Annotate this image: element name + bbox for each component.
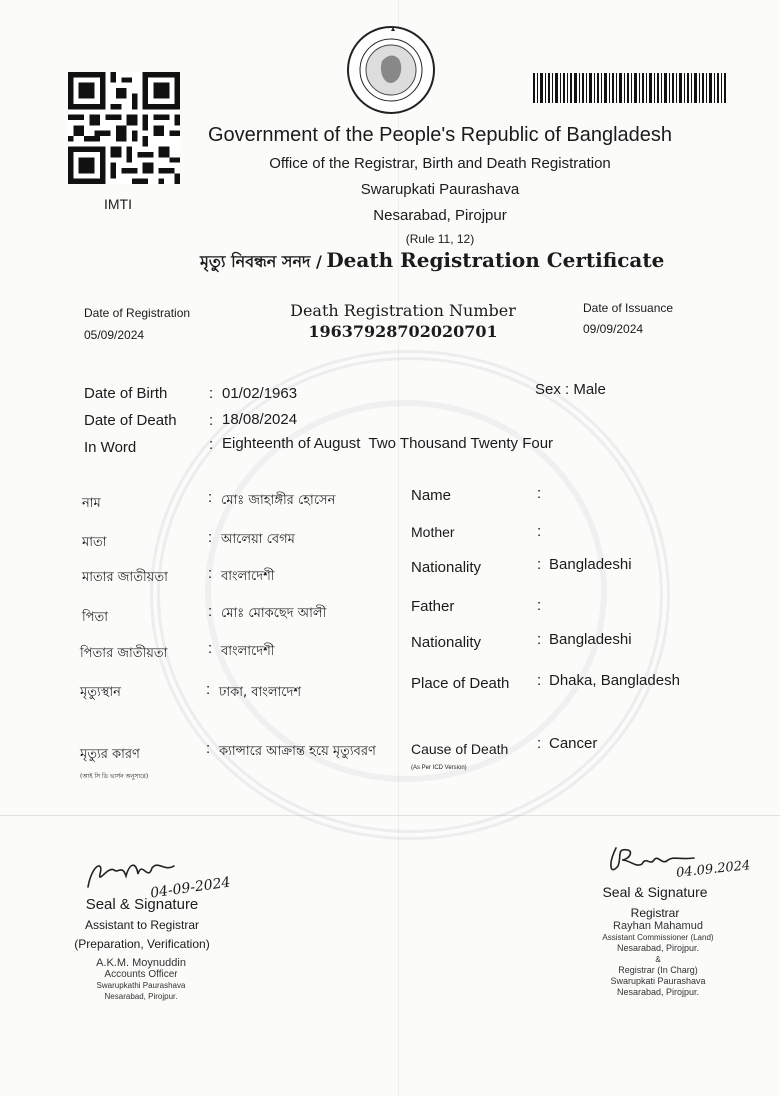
en-value-cause-of-death: Cancer [549, 735, 598, 752]
office-title: Office of the Registrar, Birth and Death Registration [269, 155, 611, 172]
right-seal-line: Rayhan Mahamud [613, 920, 703, 932]
sex-value: Sex : Male [535, 381, 606, 398]
date-of-issuance-label: Date of Issuance [583, 301, 674, 315]
date-of-issuance-value: 09/09/2024 [583, 322, 644, 336]
en-label-father: Father [411, 598, 455, 615]
en-value-father-nationality: Bangladeshi [549, 631, 632, 648]
left-seal-line: Accounts Officer [104, 969, 178, 980]
colon-separator: : [206, 740, 211, 757]
colon-separator: : [208, 489, 213, 506]
bn-label-mother-nationality: মাতার জাতীয়তা [82, 570, 168, 585]
colon-separator: : [208, 529, 213, 546]
colon-separator: : [209, 385, 214, 402]
qr-label: IMTI [104, 196, 132, 212]
right-signature-scribble [598, 838, 708, 888]
colon-separator: : [537, 631, 542, 648]
paurashava-name: Swarupkati Paurashava [360, 181, 520, 198]
certificate-title-en: Death Registration Certificate [326, 248, 665, 272]
bn-label-father: পিতা [82, 610, 109, 625]
right-seal-stamp [583, 921, 733, 998]
left-seal-line: Swarupkathi Paurashava [96, 981, 186, 990]
right-seal-caption: Seal & Signature [602, 884, 708, 900]
dob-value: 01/02/1963 [222, 385, 298, 402]
barcode-icon [533, 73, 726, 103]
bn-value-father: মোঃ মোকছেদ আলী [221, 606, 327, 621]
left-seal-stamp [66, 958, 216, 1002]
colon-separator: : [208, 565, 213, 582]
colon-separator: : [537, 556, 542, 573]
right-role: Registrar [630, 906, 680, 920]
date-of-registration-label: Date of Registration [84, 306, 191, 320]
bn-label-mother: মাতা [82, 535, 107, 550]
colon-separator: : [537, 597, 542, 614]
rule-reference: (Rule 11, 12) [405, 232, 475, 246]
right-seal-line: Nesarabad, Pirojpur. [616, 987, 700, 997]
date-of-registration-value: 05/09/2024 [84, 328, 145, 342]
fold-line-horizontal [0, 815, 780, 816]
colon-separator: : [537, 672, 542, 689]
left-seal-caption: Seal & Signature [85, 896, 199, 913]
colon-separator: : [208, 640, 213, 657]
left-seal-line: Nesarabad, Pirojpur. [104, 992, 178, 1001]
left-role: Assistant to Registrar [84, 918, 200, 932]
right-seal-line: Nesarabad, Pirojpur. [616, 943, 700, 953]
reg-number-value: 19637928702020701 [308, 322, 498, 341]
dob-label: Date of Birth [84, 385, 168, 402]
en-label-place-of-death: Place of Death [411, 675, 510, 692]
colon-separator: : [537, 523, 542, 540]
bn-value-name: মোঃ জাহাঙ্গীর হোসেন [221, 493, 336, 508]
left-role2: (Preparation, Verification) [74, 937, 210, 951]
right-seal-line: Assistant Commissioner (Land) [602, 933, 714, 942]
colon-separator: : [206, 681, 211, 698]
in-word-label: In Word [84, 439, 137, 456]
reg-number-label: Death Registration Number [290, 301, 516, 320]
bn-value-cause-of-death: ক্যান্সারে আক্রান্ত হয়ে মৃত্যুবরণ [219, 744, 376, 759]
en-label-name: Name [411, 487, 452, 504]
bn-icd-note: (আই সি ডি ভার্সন অনুসারে) [80, 773, 149, 780]
bn-value-mother: আলেয়া বেগম [221, 532, 295, 547]
en-label-father-nationality: Nationality [411, 634, 482, 651]
certificate-title-bn: মৃত্যু নিবন্ধন সনদ / [200, 252, 322, 271]
watermark-inner-ring [205, 400, 607, 782]
left-seal-line: A.K.M. Moynuddin [96, 957, 186, 969]
colon-separator: : [537, 485, 542, 502]
en-value-mother-nationality: Bangladeshi [549, 556, 632, 573]
en-value-place-of-death: Dhaka, Bangladesh [549, 672, 680, 689]
dod-value: 18/08/2024 [222, 411, 298, 428]
colon-separator: : [208, 603, 213, 620]
right-signature-date: 04.09.2024 [675, 858, 752, 881]
bn-label-cause-of-death: মৃত্যুর কারণ [80, 747, 140, 762]
bn-label-name: নাম [82, 496, 101, 511]
bn-label-place-of-death: মৃত্যুস্থান [80, 685, 121, 700]
bn-value-place-of-death: ঢাকা, বাংলাদেশ [219, 685, 302, 700]
bn-value-mother-nationality: বাংলাদেশী [221, 569, 275, 584]
location-name: Nesarabad, Pirojpur [373, 207, 507, 224]
right-seal-line: & [655, 955, 661, 964]
en-label-mother: Mother [411, 524, 455, 540]
colon-separator: : [209, 412, 214, 429]
government-title: Government of the People's Republic of Bangladesh [207, 124, 673, 146]
right-seal-line: Registrar (In Charg) [618, 965, 698, 975]
en-label-mother-nationality: Nationality [411, 559, 482, 576]
left-signature-date: 04-09-2024 [149, 874, 232, 902]
right-seal-line: Swarupkati Paurashava [610, 976, 706, 986]
government-emblem-icon [346, 25, 436, 115]
dod-label: Date of Death [84, 412, 177, 429]
in-word-value: Eighteenth of August Two Thousand Twenty Four [222, 435, 554, 452]
certificate-title [200, 248, 665, 276]
en-label-cause-of-death: Cause of Death [411, 741, 509, 757]
en-icd-note: (As Per ICD Version) [411, 765, 467, 771]
bn-value-father-nationality: বাংলাদেশী [221, 644, 275, 659]
colon-separator: : [537, 735, 542, 752]
colon-separator: : [209, 436, 214, 453]
bn-label-father-nationality: পিতার জাতীয়তা [80, 646, 168, 661]
